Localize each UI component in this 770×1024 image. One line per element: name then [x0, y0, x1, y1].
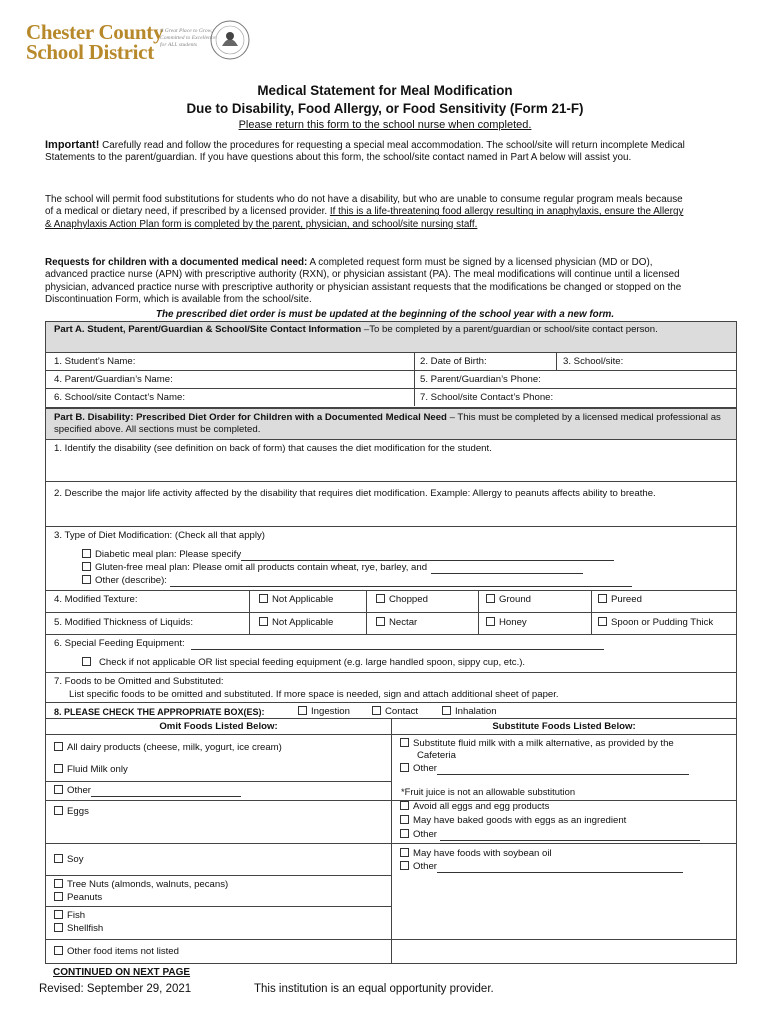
other-diet-checkbox[interactable] [82, 575, 91, 584]
thickness-spoon-label: Spoon or Pudding Thick [611, 617, 714, 628]
diabetic-option[interactable] [82, 549, 614, 561]
equipment-not-applicable-label: Check if not applicable OR list special feeding equipment (e.g. large handled spoon, sippy cup, etc.). [99, 657, 526, 668]
omit-other-items-label: Other food items not listed [67, 946, 179, 957]
eggs-row [46, 800, 736, 843]
other-items-row [46, 939, 736, 963]
texture-chopped[interactable] [376, 594, 428, 606]
inhalation-checkbox[interactable] [442, 706, 451, 715]
omit-other-checkbox[interactable] [54, 785, 63, 794]
omit-soy[interactable] [54, 854, 84, 866]
omit-tree-nuts[interactable] [54, 879, 228, 891]
part-a-header [46, 322, 736, 352]
thickness-not-applicable[interactable] [259, 617, 333, 629]
substitution-underlined: If this is a life-threatening food allergy resulting in anaphylaxis, ensure the Allergy & Anaphylaxis Action Plan form is completed by the parent, physician, and school/site nursing staff. [45, 206, 684, 230]
omit-dairy-label: All dairy products (cheese, milk, yogurt, ice cream) [67, 742, 282, 753]
important-paragraph [45, 139, 685, 165]
omit-shellfish-checkbox[interactable] [54, 923, 63, 932]
juice-note: *Fruit juice is not an allowable substitution [401, 786, 576, 797]
form-subtitle: Please return this form to the school nurse when completed. [238, 119, 532, 131]
students-name-field[interactable]: 1. Student’s Name: [54, 356, 136, 367]
texture-not-applicable-label: Not Applicable [272, 594, 334, 605]
district-seal-icon [210, 20, 250, 60]
other-diet-label: Other (describe): [95, 575, 167, 586]
omit-soy-checkbox[interactable] [54, 854, 63, 863]
sub-eggs-other-checkbox[interactable] [400, 829, 409, 838]
thickness-nectar-label: Nectar [389, 617, 418, 628]
date-of-birth-field[interactable]: 2. Date of Birth: [420, 356, 487, 367]
other-diet-option[interactable] [82, 575, 632, 587]
omit-fish-label: Fish [67, 910, 86, 921]
district-tagline: A Great Place to Grow, Committed to Excellence for ALL students [160, 28, 216, 48]
part-b-heading-rest: – This must be completed by a licensed medical professional as specified above. All sections must be completed. [54, 412, 721, 435]
sub-milk-other-checkbox[interactable] [400, 763, 409, 772]
omit-eggs-checkbox[interactable] [54, 806, 63, 815]
substitution-text: The school will permit food substitutions for students who do not have a disability, but who are unable to consume regular program meals because of a medical or dietary need, if prescribed by a licensed provider. [45, 194, 683, 218]
sub-milk-other-label: Other [413, 763, 437, 774]
part-b-heading: Part B. Disability: Prescribed Diet Order for Children with a Documented Medical Need [54, 412, 447, 423]
school-site-field[interactable]: 3. School/site: [563, 356, 624, 367]
texture-ground[interactable] [486, 594, 531, 606]
thickness-honey-checkbox[interactable] [486, 617, 495, 626]
ingestion-option[interactable] [298, 706, 350, 718]
thickness-nectar[interactable] [376, 617, 417, 629]
thickness-not-applicable-label: Not Applicable [272, 617, 334, 628]
omit-shellfish[interactable] [54, 923, 103, 935]
ingestion-checkbox[interactable] [298, 706, 307, 715]
texture-ground-checkbox[interactable] [486, 594, 495, 603]
form-title-line2: Due to Disability, Food Allergy, or Food Sensitivity (Form 21-F) [186, 101, 584, 116]
question-7: 7. Foods to be Omitted and Substituted: [54, 676, 224, 687]
omit-other-items[interactable] [54, 946, 179, 958]
omit-peanuts-label: Peanuts [67, 892, 103, 903]
texture-pureed-checkbox[interactable] [598, 594, 607, 603]
form-table [45, 321, 737, 964]
requests-text: A completed request form must be signed by a licensed physician (MD or DO), advanced practice nurse (APN) with prescriptive authority (RXN), or physician assistant (PA). The meal modifications will continue until a licensed physician, advanced practice nurse with prescriptive authority or physician assistant requests that the modifications be changed or stopped on the Discontinuation Form, which is available from the school/site. [45, 257, 682, 306]
omit-eggs[interactable] [54, 806, 89, 818]
texture-not-applicable[interactable] [259, 594, 333, 606]
omit-dairy[interactable] [54, 742, 282, 754]
omit-header: Omit Foods Listed Below: [159, 721, 278, 732]
thickness-not-applicable-checkbox[interactable] [259, 617, 268, 626]
sub-eggs-other-label: Other [413, 829, 437, 840]
sub-avoid-eggs-label: Avoid all eggs and egg products [413, 801, 550, 812]
equipment-not-applicable-checkbox[interactable] [82, 657, 91, 666]
question-8-row [46, 702, 736, 718]
part-a-row2 [46, 370, 736, 388]
sub-soybean-oil-checkbox[interactable] [400, 848, 409, 857]
prescribed-note: The prescribed diet order is must be updated at the beginning of the school year with a new form. [155, 309, 615, 320]
question-4-row [46, 590, 736, 612]
soy-row [46, 843, 736, 875]
sub-milk-alternative-checkbox[interactable] [400, 738, 409, 747]
question-5: 5. Modified Thickness of Liquids: [54, 617, 194, 628]
omit-dairy-checkbox[interactable] [54, 742, 63, 751]
part-a-row3 [46, 388, 736, 406]
inhalation-option[interactable] [442, 706, 497, 718]
important-label: Important! [45, 139, 100, 151]
question-2: 2. Describe the major life activity affected by the disability that requires diet modification. Example: Allergy to peanuts affects ability to breathe. [54, 488, 656, 499]
omit-peanuts-checkbox[interactable] [54, 892, 63, 901]
contact-label: Contact [385, 706, 419, 717]
omit-peanuts[interactable] [54, 892, 102, 904]
inhalation-label: Inhalation [455, 706, 497, 717]
texture-pureed-label: Pureed [611, 594, 642, 605]
diabetic-checkbox[interactable] [82, 549, 91, 558]
gluten-free-label: Gluten-free meal plan: Please omit all products contain wheat, rye, barley, and [95, 562, 428, 573]
omit-eggs-label: Eggs [67, 806, 89, 817]
omit-other-label: Other [67, 785, 91, 796]
parent-phone-field[interactable]: 5. Parent/Guardian’s Phone: [420, 374, 541, 385]
equipment-not-applicable[interactable] [82, 657, 525, 669]
question-3-row [46, 526, 736, 592]
question-7-sub: List specific foods to be omitted and substituted. If more space is needed, sign and attach additional sheet of paper. [69, 689, 559, 700]
sub-avoid-eggs[interactable] [400, 801, 549, 813]
omit-other[interactable] [54, 785, 241, 797]
omit-other-row [46, 781, 391, 800]
sub-eggs-other[interactable] [400, 829, 700, 841]
question-6 [54, 638, 604, 650]
thickness-honey-label: Honey [499, 617, 527, 628]
revised-date: Revised: September 29, 2021 [39, 983, 192, 995]
part-a-heading: Part A. Student, Parent/Guardian & School/Site Contact Information [54, 324, 362, 335]
part-a-heading-rest: –To be completed by a parent/guardian or school/site contact person. [361, 324, 658, 335]
omit-tree-nuts-checkbox[interactable] [54, 879, 63, 888]
foods-header-row [46, 718, 736, 734]
question-6-label: 6. Special Feeding Equipment: [54, 638, 185, 649]
sub-soy-other-label: Other [413, 861, 437, 872]
requests-paragraph [45, 257, 685, 307]
sub-milk-label: Substitute fluid milk with a milk alternative, as provided by the [413, 738, 674, 749]
important-text: Carefully read and follow the procedures for requesting a special meal accommodation. The school/site will return incomplete Medical Statements to the parent/guardian. If you have questions about this form, the school/site contact named in Part A below will assist you. [45, 140, 685, 164]
question-5-row [46, 612, 736, 634]
diabetic-label: Diabetic meal plan: Please specify [95, 549, 242, 560]
sub-soy-other-checkbox[interactable] [400, 861, 409, 870]
thickness-nectar-checkbox[interactable] [376, 617, 385, 626]
texture-ground-label: Ground [499, 594, 531, 605]
gluten-free-option[interactable] [82, 562, 583, 574]
omit-tree-nuts-label: Tree Nuts (almonds, walnuts, pecans) [67, 879, 229, 890]
texture-chopped-label: Chopped [389, 594, 428, 605]
substitution-paragraph [45, 194, 685, 231]
gluten-free-checkbox[interactable] [82, 562, 91, 571]
omit-fluid-milk[interactable] [54, 764, 128, 776]
omit-fluid-milk-checkbox[interactable] [54, 764, 63, 773]
texture-not-applicable-checkbox[interactable] [259, 594, 268, 603]
omit-fish[interactable] [54, 910, 85, 922]
thickness-spoon-checkbox[interactable] [598, 617, 607, 626]
form-title-line1: Medical Statement for Meal Modification [257, 83, 513, 98]
requests-label: Requests for children with a documented medical need: [45, 257, 308, 268]
question-3: 3. Type of Diet Modification: (Check all that apply) [54, 530, 265, 541]
sub-soybean-oil-label: May have foods with soybean oil [413, 848, 552, 859]
omit-fish-checkbox[interactable] [54, 910, 63, 919]
question-1-row[interactable] [46, 439, 736, 481]
contact-checkbox[interactable] [372, 706, 381, 715]
substitute-header: Substitute Foods Listed Below: [492, 721, 636, 732]
sub-baked-eggs-checkbox[interactable] [400, 815, 409, 824]
sub-baked-eggs-label: May have baked goods with eggs as an ingredient [413, 815, 627, 826]
district-name-line1: Chester County [26, 20, 164, 44]
fish-row [46, 906, 391, 939]
omit-shellfish-label: Shellfish [67, 923, 104, 934]
omit-soy-label: Soy [67, 854, 84, 865]
sub-milk-label-line2: Cafeteria [417, 750, 456, 761]
continued-note: CONTINUED ON NEXT PAGE [53, 967, 191, 978]
part-a-row1 [46, 352, 736, 370]
sub-avoid-eggs-checkbox[interactable] [400, 801, 409, 810]
sub-milk-alternative[interactable] [400, 738, 730, 762]
contact-option[interactable] [372, 706, 418, 718]
sub-baked-eggs[interactable] [400, 815, 626, 827]
contact-name-field[interactable]: 6. School/site Contact’s Name: [54, 392, 186, 403]
texture-pureed[interactable] [598, 594, 642, 606]
omit-fluid-milk-label: Fluid Milk only [67, 764, 128, 775]
ingestion-label: Ingestion [311, 706, 350, 717]
dairy-row [46, 734, 736, 781]
texture-chopped-checkbox[interactable] [376, 594, 385, 603]
question-7-row [46, 672, 736, 702]
thickness-honey[interactable] [486, 617, 527, 629]
question-4: 4. Modified Texture: [54, 594, 138, 605]
district-name-line2: School District [26, 40, 154, 64]
sub-soy-other[interactable] [400, 861, 683, 873]
parent-name-field[interactable]: 4. Parent/Guardian’s Name: [54, 374, 173, 385]
part-b-header [46, 407, 736, 439]
contact-phone-field[interactable]: 7. School/site Contact’s Phone: [420, 392, 554, 403]
sub-milk-other[interactable] [400, 763, 689, 775]
question-6-row [46, 634, 736, 672]
question-2-row[interactable] [46, 481, 736, 526]
question-1: 1. Identify the disability (see definition on back of form) that causes the diet modification for the student. [54, 443, 492, 454]
nuts-row [46, 875, 391, 906]
thickness-spoon[interactable] [598, 617, 713, 629]
sub-soybean-oil[interactable] [400, 848, 552, 860]
equal-opportunity-statement: This institution is an equal opportunity provider. [254, 983, 494, 995]
question-8: 8. PLEASE CHECK THE APPROPRIATE BOX(ES): [54, 707, 265, 717]
omit-other-items-checkbox[interactable] [54, 946, 63, 955]
district-logo [26, 22, 163, 62]
